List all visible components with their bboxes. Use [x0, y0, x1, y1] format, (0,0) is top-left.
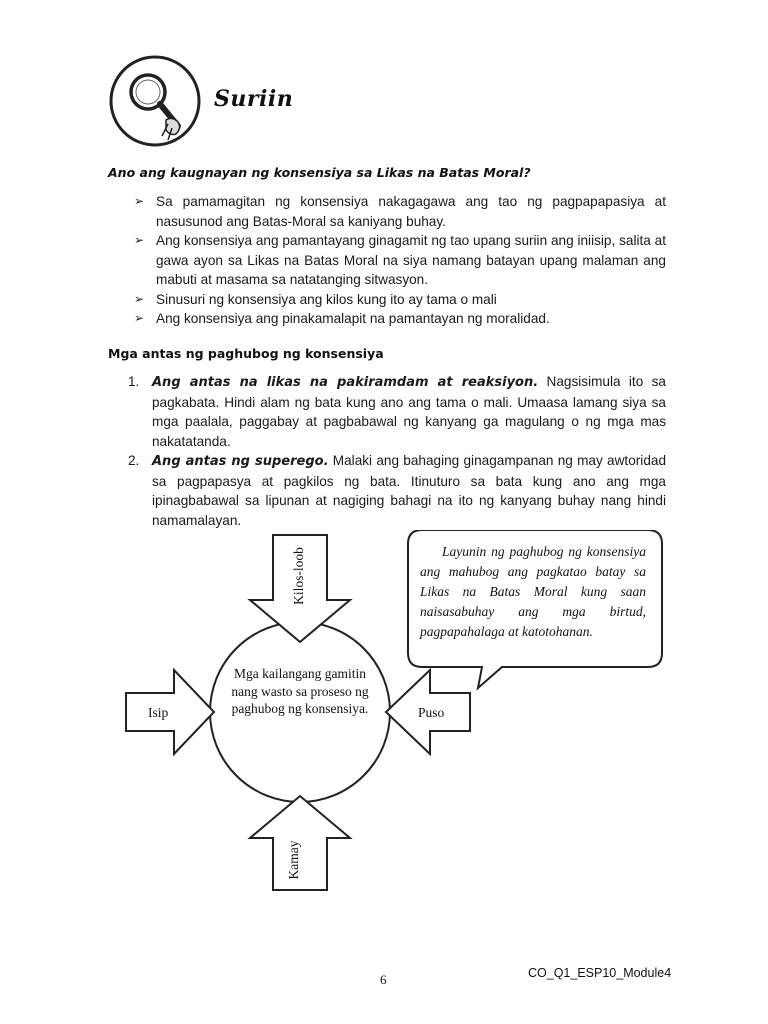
- bottom-arrow-label: Kamay: [286, 840, 301, 880]
- list-item: [128, 451, 666, 530]
- section-title: Suriin: [214, 86, 294, 112]
- magnifying-glass-icon: [108, 54, 202, 148]
- level-title: Ang antas na likas na pakiramdam at reaksiyon.: [152, 375, 539, 390]
- level-title: Ang antas ng superego.: [152, 454, 329, 469]
- list-item: ➢ Ang konsensiya ang pinakamalapit na pamantayan ng moralidad.: [134, 309, 666, 329]
- module-code: CO_Q1_ESP10_Module4: [528, 966, 672, 980]
- top-arrow-label: Kilos-loob: [291, 547, 306, 605]
- level-description: Nagsisimula ito sa pagkabata. Hindi alam ng bata kung ano ang tama o mali. Umaasa lamang siya sa mga paalala, paggabay at pagbabawal ng kanyang ga magulang o ng mga mas nakatatanda.: [152, 374, 666, 449]
- arrow-bullet-icon: ➢: [134, 233, 145, 247]
- list-item: ➢ Ang konsensiya ang pamantayang ginagamit ng tao upang suriin ang iniisip, salita at gawa ayon sa Likas na Batas Moral na siya namang batayan upang malaman ang mabuti at masama sa natatanging sitwasyon.: [134, 233, 666, 287]
- list-item: [128, 372, 666, 451]
- page-number: 6: [380, 972, 387, 987]
- center-text: Mga kailangang gamitin nang wasto sa proseso ng paghubog ng konsensiya.: [231, 666, 369, 716]
- arrow-bullet-icon: ➢: [134, 311, 145, 325]
- level-description: Malaki ang bahaging ginagampanan ng may awtoridad sa pagpapasya at pagkilos ng bata. Itinuturo sa bata kung ano ang mga ipinagbabawal sa lipunan at nagiging bahagi na ito ng kanyang buhay nang hindi namamalayan.: [152, 453, 667, 528]
- right-arrow-label: Puso: [418, 705, 445, 720]
- arrow-bullet-icon: ➢: [134, 291, 145, 306]
- levels-heading: Mga antas ng paghubog ng konsensiya: [108, 346, 384, 361]
- item-number: 2.: [128, 453, 140, 468]
- list-item: ➢ Sa pamamagitan ng konsensiya nakagagawa ang tao ng pagpapapasiya at nasusunod ang Batas-Moral sa kaniyang buhay.: [134, 194, 666, 229]
- bubble-text: Layunin ng paghubog ng konsensiya ang mahubog ang pagkatao batay sa Likas na Batas Moral kung saan naisasabuhay ang mga birtud, pagpapahalaga at katotohanan.: [420, 544, 646, 639]
- left-arrow-label: Isip: [148, 705, 169, 720]
- question-heading: Ano ang kaugnayan ng konsensiya sa Likas na Batas Moral?: [108, 165, 531, 180]
- list-item: ➢ Sinusuri ng konsensiya ang kilos kung ito ay tama o mali: [134, 290, 666, 310]
- bullet-list: [134, 192, 666, 329]
- item-number: 1.: [128, 374, 140, 389]
- arrow-bullet-icon: ➢: [134, 194, 145, 208]
- levels-list: [128, 372, 666, 530]
- left-arrow: [126, 670, 214, 754]
